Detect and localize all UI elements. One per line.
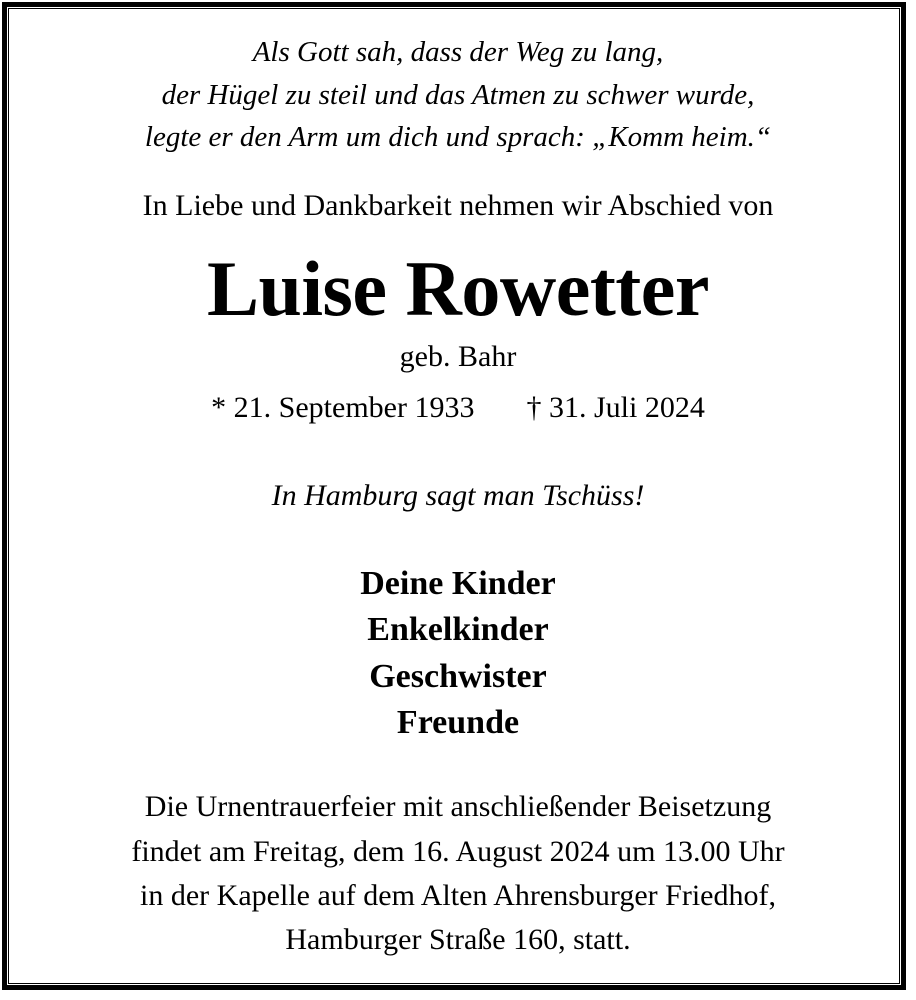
death-date: † 31. Juli 2024 <box>526 391 705 424</box>
poem-line-2: der Hügel zu steil und das Atmen zu schwer wurde, <box>161 79 755 111</box>
life-dates <box>0 391 916 425</box>
poem-line-1: Als Gott sah, dass der Weg zu lang, <box>252 36 664 68</box>
birth-date: * 21. September 1933 <box>211 391 475 424</box>
intro-text: In Liebe und Dankbarkeit nehmen wir Abschied von <box>142 189 774 222</box>
mourner-grandchildren: Enkelkinder <box>367 611 549 648</box>
motto-text: In Hamburg sagt man Tschüss! <box>271 479 645 512</box>
mourner-children: Deine Kinder <box>360 565 556 602</box>
maiden-name: geb. Bahr <box>399 340 517 373</box>
poem-line-3: legte er den Arm um dich und sprach: „Komm heim.“ <box>144 121 772 153</box>
deceased-name: Luise Rowetter <box>206 245 710 332</box>
ceremony-line-3: in der Kapelle auf dem Alten Ahrensburger Friedhof, <box>140 879 776 912</box>
ceremony-line-1: Die Urnentrauerfeier mit anschließender Beisetzung <box>144 790 772 823</box>
mourner-siblings: Geschwister <box>369 658 547 695</box>
mourner-friends: Freunde <box>396 704 520 741</box>
ceremony-line-4: Hamburger Straße 160, statt. <box>285 923 631 956</box>
ceremony-line-2: findet am Freitag, dem 16. August 2024 um 13.00 Uhr <box>131 835 785 868</box>
